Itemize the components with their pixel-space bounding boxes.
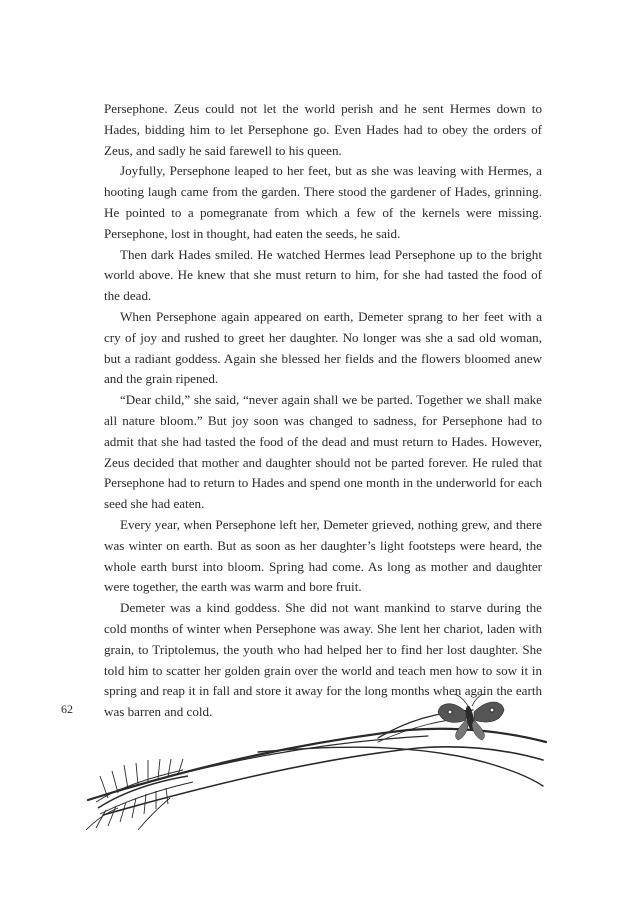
- wheat-and-moth-illustration-icon: [78, 690, 548, 840]
- story-text: [104, 99, 542, 723]
- paragraph-1: Persephone. Zeus could not let the world perish and he sent Hermes down to Hades, bidding him to let Persephone go. Even Hades had to obey the orders of Zeus, and sadly he said farewell to his queen.: [104, 101, 542, 158]
- paragraph-7: Demeter was a kind goddess. She did not want mankind to starve during the cold months of winter when Persephone was away. She lent her chariot, laden with grain, to Triptolemus, the youth who had helped her to find her lost daughter. She told him to scatter her golden grain over the world and teach men how to sow it in spring and reap it in fall and store it away for the long months when again the earth was barren and cold.: [104, 600, 542, 720]
- wheat-stalk-2: [103, 747, 543, 815]
- paragraph-2: Joyfully, Persephone leaped to her feet, but as she was leaving with Hermes, a hooting laugh came from the garden. There stood the gardener of Hades, grinning. He pointed to a pomegranate from which a few of the kernels were missing. Persephone, lost in thought, had eaten the seeds, he said.: [104, 163, 542, 241]
- page-number: 62: [61, 702, 73, 716]
- wheat-stalk-1: [88, 729, 546, 800]
- paragraph-6: Every year, when Persephone left her, Demeter grieved, nothing grew, and there was winter on earth. But as soon as her daughter’s light footsteps were heard, the whole earth burst into bloom. Spring had come. As long as mother and daughter were together, the earth was warm and bore fruit.: [104, 516, 542, 595]
- wheat-stalk-3: [118, 736, 428, 790]
- paragraph-3: Then dark Hades smiled. He watched Hermes lead Persephone up to the bright world above. He knew that she must return to him, for she had tasted the food of the dead.: [104, 246, 542, 304]
- paragraph-4: When Persephone again appeared on earth, Demeter sprang to her feet with a cry of joy and rushed to greet her daughter. No longer was she a sad old woman, but a radiant goddess. Again she blessed her fields and the flowers bloomed anew and the grain ripened.: [104, 308, 542, 387]
- paragraph-5: “Dear child,” she said, “never again shall we be parted. Together we shall make all nature bloom.” But joy soon was changed to sadness, for Persephone had to admit that she had tasted the food of the dead and must return to Hades. However, Zeus decided that mother and daughter should not be parted forever. He ruled that Persephone had to return to Hades and spend one month in the underworld for each seed she had eaten.: [104, 392, 542, 512]
